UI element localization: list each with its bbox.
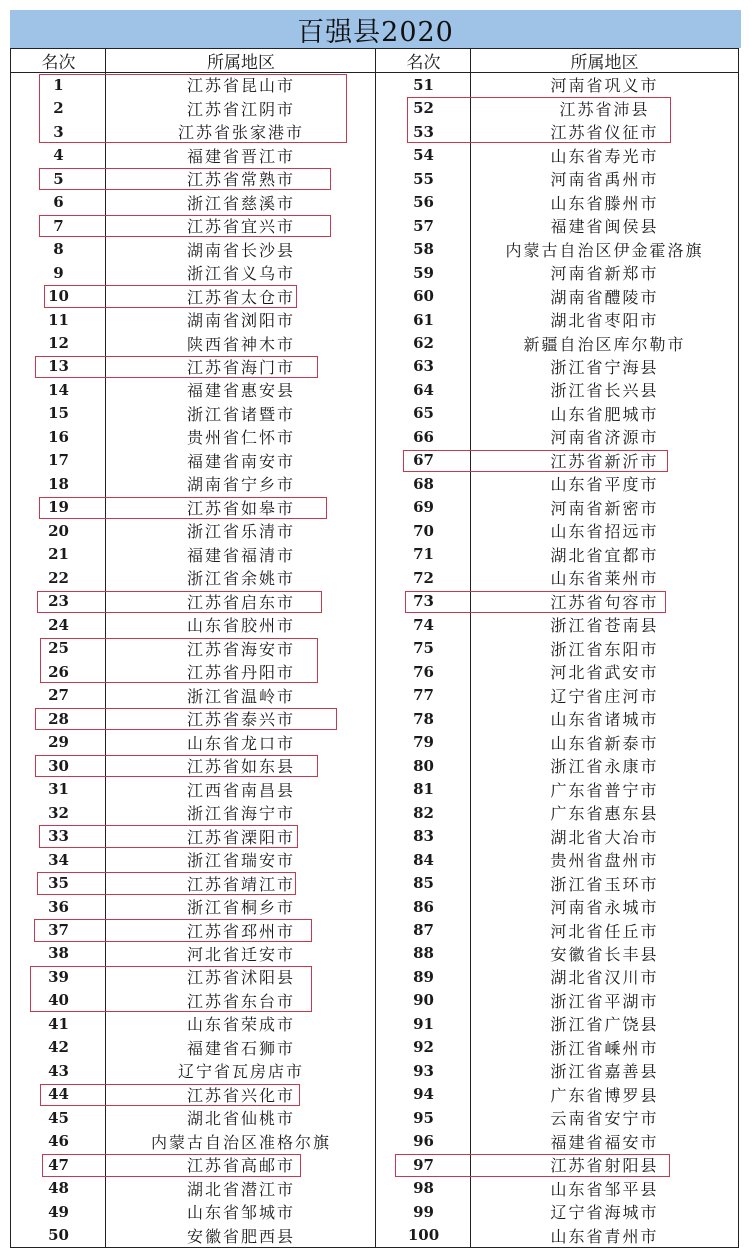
rank-cell: 63	[413, 357, 434, 376]
region-cell: 江苏省常熟市	[186, 170, 295, 190]
table-row	[11, 1106, 738, 1129]
rank-cell: 62	[413, 334, 434, 352]
header-right-region: 所属地区	[570, 53, 639, 73]
rank-cell: 51	[413, 75, 434, 94]
rank-cell: 56	[413, 193, 434, 212]
rank-cell: 43	[48, 1061, 69, 1080]
region-cell: 云南省安宁市	[550, 1109, 659, 1129]
region-cell: 山东省平度市	[550, 475, 659, 495]
region-cell: 江苏省宜兴市	[186, 217, 295, 237]
region-cell: 广东省博罗县	[550, 1085, 659, 1105]
rank-cell: 58	[413, 240, 434, 259]
rank-cell: 95	[413, 1108, 434, 1127]
region-cell: 陕西省神木市	[186, 334, 295, 354]
region-cell: 浙江省义乌市	[186, 264, 295, 284]
region-cell: 河南省巩义市	[550, 76, 659, 96]
region-cell: 江苏省高邮市	[186, 1156, 295, 1176]
region-cell: 广东省普宁市	[550, 780, 659, 800]
region-cell: 辽宁省庄河市	[550, 686, 659, 706]
table-row	[11, 1083, 738, 1106]
rank-cell: 14	[48, 380, 69, 399]
table-row	[11, 1224, 738, 1247]
region-cell: 湖南省浏阳市	[186, 311, 295, 331]
rank-cell: 64	[413, 380, 434, 399]
table-row	[11, 683, 738, 706]
region-cell: 河北省迁安市	[186, 944, 295, 964]
table-row	[11, 942, 738, 965]
rank-cell: 83	[413, 827, 434, 846]
rank-cell: 96	[413, 1132, 434, 1151]
table-row	[11, 261, 738, 284]
region-cell: 安徽省长丰县	[550, 944, 659, 964]
rank-cell: 38	[48, 944, 69, 963]
rank-cell: 100	[407, 1226, 440, 1245]
rank-cell: 57	[413, 216, 434, 235]
region-cell: 江苏省泰兴市	[186, 710, 295, 730]
rank-cell: 42	[48, 1038, 69, 1057]
region-cell: 浙江省乐清市	[186, 522, 295, 542]
region-cell: 福建省南安市	[186, 451, 295, 471]
table-row	[11, 1059, 738, 1082]
region-cell: 湖南省醴陵市	[550, 287, 659, 307]
region-cell: 江苏省新沂市	[550, 451, 659, 471]
region-cell: 江苏省东台市	[186, 991, 295, 1011]
region-cell: 山东省诸城市	[550, 710, 659, 730]
region-cell: 湖北省仙桃市	[186, 1109, 295, 1129]
rank-cell: 92	[413, 1038, 434, 1057]
rank-cell: 59	[413, 263, 434, 282]
region-cell: 贵州省仁怀市	[186, 428, 295, 448]
table-row	[11, 143, 738, 166]
region-cell: 湖南省长沙县	[186, 240, 295, 260]
rank-cell: 33	[48, 827, 69, 846]
rank-cell: 55	[413, 169, 434, 188]
rank-cell: 32	[48, 803, 69, 822]
region-cell: 浙江省嘉善县	[550, 1062, 659, 1082]
rank-cell: 73	[413, 592, 434, 611]
region-cell: 山东省肥城市	[550, 404, 659, 424]
rank-cell: 34	[48, 850, 69, 869]
rank-cell: 79	[413, 733, 434, 752]
table-row	[11, 730, 738, 753]
region-cell: 江苏省邳州市	[186, 921, 295, 941]
rank-cell: 82	[413, 803, 434, 822]
table-row	[11, 496, 738, 519]
rank-cell: 48	[48, 1179, 69, 1198]
table-row	[11, 1153, 738, 1176]
table-row	[11, 472, 738, 495]
region-cell: 河南省新郑市	[550, 264, 659, 284]
rank-cell: 40	[48, 991, 69, 1010]
table-row	[11, 120, 738, 143]
rank-cell: 17	[48, 451, 69, 470]
table-row	[11, 1177, 738, 1200]
rank-cell: 21	[48, 545, 69, 564]
rank-cell: 31	[48, 780, 69, 799]
table-row	[11, 355, 738, 378]
rank-cell: 94	[413, 1085, 434, 1104]
region-cell: 福建省石狮市	[186, 1038, 295, 1058]
region-cell: 福建省晋江市	[186, 146, 295, 166]
rank-cell: 22	[48, 568, 69, 587]
rank-cell: 1	[53, 75, 64, 94]
region-cell: 浙江省慈溪市	[186, 193, 295, 213]
rank-cell: 65	[413, 404, 434, 423]
rank-cell: 6	[53, 193, 64, 212]
rank-cell: 30	[48, 756, 69, 775]
table-row	[11, 801, 738, 824]
region-cell: 福建省惠安县	[186, 381, 295, 401]
region-cell: 河南省永城市	[550, 898, 659, 918]
region-cell: 内蒙古自治区准格尔旗	[150, 1132, 331, 1152]
table-title: 百强县2020	[10, 10, 741, 48]
ranking-table	[10, 48, 739, 1248]
rank-cell: 24	[48, 615, 69, 634]
table-row	[11, 73, 738, 96]
region-cell: 贵州省盘州市	[550, 851, 659, 871]
region-cell: 浙江省广饶县	[550, 1015, 659, 1035]
rank-cell: 61	[413, 310, 434, 329]
region-cell: 浙江省东阳市	[550, 639, 659, 659]
rank-cell: 2	[53, 99, 64, 118]
region-cell: 山东省胶州市	[186, 616, 295, 636]
region-cell: 江苏省海安市	[186, 639, 295, 659]
region-cell: 河南省济源市	[550, 428, 659, 448]
rank-cell: 8	[53, 240, 64, 259]
region-cell: 江苏省沭阳县	[186, 968, 295, 988]
rank-cell: 12	[48, 334, 69, 352]
region-cell: 浙江省桐乡市	[186, 898, 295, 918]
table-row	[11, 190, 738, 213]
rank-cell: 16	[48, 427, 69, 446]
rank-cell: 18	[48, 474, 69, 493]
rank-cell: 52	[413, 99, 434, 118]
rank-cell: 70	[413, 521, 434, 540]
rank-cell: 25	[48, 639, 69, 658]
region-cell: 湖北省汉川市	[550, 968, 659, 988]
header-left-rank: 名次	[41, 53, 76, 73]
region-cell: 浙江省瑞安市	[186, 851, 295, 871]
region-cell: 浙江省苍南县	[550, 616, 659, 636]
table-row	[11, 519, 738, 542]
region-cell: 山东省新泰市	[550, 733, 659, 753]
rank-cell: 28	[48, 709, 69, 728]
rank-cell: 69	[413, 498, 434, 517]
region-cell: 湖南省宁乡市	[186, 475, 295, 495]
region-cell: 河北省任丘市	[550, 921, 659, 941]
rank-cell: 44	[48, 1085, 69, 1104]
table-row	[11, 425, 738, 448]
region-cell: 山东省寿光市	[550, 146, 659, 166]
table-row	[11, 378, 738, 401]
region-cell: 江苏省兴化市	[186, 1085, 295, 1105]
region-cell: 河南省禹州市	[550, 170, 659, 190]
region-cell: 江苏省启东市	[186, 592, 295, 612]
region-cell: 河北省武安市	[550, 663, 659, 683]
table-row	[11, 895, 738, 918]
region-cell: 江苏省海门市	[186, 357, 295, 377]
region-cell: 浙江省诸暨市	[186, 404, 295, 424]
rank-cell: 99	[413, 1202, 434, 1221]
region-cell: 内蒙古自治区伊金霍洛旗	[505, 240, 704, 260]
table-row	[11, 965, 738, 988]
region-cell: 浙江省温岭市	[186, 686, 295, 706]
rank-cell: 3	[53, 122, 64, 141]
rank-cell: 47	[48, 1155, 69, 1174]
rank-cell: 75	[413, 639, 434, 658]
rank-cell: 98	[413, 1179, 434, 1198]
region-cell: 山东省莱州市	[550, 569, 659, 589]
rank-cell: 60	[413, 287, 434, 306]
rank-cell: 36	[48, 897, 69, 916]
table-row	[11, 1012, 738, 1035]
region-cell: 山东省荣成市	[186, 1015, 295, 1035]
rank-cell: 27	[48, 686, 69, 705]
rank-cell: 13	[48, 357, 69, 376]
region-cell: 湖北省宜都市	[550, 545, 659, 565]
table-row	[11, 331, 738, 354]
header-left-region: 所属地区	[207, 53, 275, 73]
rank-cell: 91	[413, 1014, 434, 1033]
rank-cell: 85	[413, 874, 434, 893]
table-row	[11, 402, 738, 425]
region-cell: 浙江省玉环市	[550, 874, 659, 894]
rank-cell: 46	[48, 1132, 69, 1151]
rank-cell: 76	[413, 662, 434, 681]
table-row	[11, 989, 738, 1012]
rank-cell: 72	[413, 568, 434, 587]
rank-cell: 45	[48, 1108, 69, 1127]
region-cell: 浙江省海宁市	[186, 804, 295, 824]
rank-cell: 54	[413, 146, 434, 165]
rank-cell: 97	[413, 1155, 434, 1174]
rank-cell: 84	[413, 850, 434, 869]
rank-cell: 5	[53, 169, 64, 188]
rank-cell: 10	[48, 287, 69, 306]
region-cell: 福建省闽侯县	[550, 217, 659, 237]
table-row	[11, 707, 738, 730]
header-right-rank: 名次	[406, 53, 441, 73]
region-cell: 湖北省枣阳市	[550, 311, 659, 331]
region-cell: 江苏省如东县	[186, 757, 295, 777]
rank-cell: 41	[48, 1014, 69, 1033]
region-cell: 江苏省张家港市	[177, 123, 304, 143]
region-cell: 江苏省昆山市	[186, 76, 295, 96]
region-cell: 湖北省大冶市	[550, 827, 659, 847]
table-row	[11, 167, 738, 190]
rank-cell: 66	[413, 427, 434, 446]
rank-cell: 23	[48, 592, 69, 611]
table-row	[11, 590, 738, 613]
rank-cell: 87	[413, 921, 434, 939]
region-cell: 江苏省射阳县	[550, 1156, 659, 1176]
region-cell: 浙江省永康市	[550, 757, 659, 777]
table-row	[11, 848, 738, 871]
rank-cell: 93	[413, 1061, 434, 1080]
rank-cell: 77	[413, 686, 434, 705]
rank-cell: 81	[413, 780, 434, 799]
region-cell: 江苏省靖江市	[186, 874, 295, 894]
rank-cell: 88	[413, 944, 434, 963]
rank-cell: 53	[413, 122, 434, 141]
region-cell: 江西省南昌县	[186, 780, 295, 800]
region-cell: 浙江省宁海县	[550, 357, 659, 377]
table-row	[11, 1200, 738, 1223]
rank-cell: 37	[48, 921, 69, 939]
table-row	[11, 637, 738, 660]
region-cell: 山东省青州市	[550, 1226, 659, 1246]
rank-cell: 20	[48, 521, 69, 540]
region-cell: 福建省福清市	[186, 545, 295, 565]
rank-cell: 49	[48, 1202, 69, 1221]
table-row	[11, 777, 738, 800]
table-row	[11, 566, 738, 589]
rank-cell: 78	[413, 709, 434, 728]
region-cell: 浙江省嵊州市	[550, 1038, 659, 1058]
table-row	[11, 754, 738, 777]
rank-cell: 39	[48, 967, 69, 986]
table-row	[11, 1130, 738, 1153]
region-cell: 江苏省句容市	[550, 592, 659, 612]
rank-cell: 90	[413, 991, 434, 1010]
region-cell: 河南省新密市	[550, 498, 659, 518]
rank-cell: 11	[48, 310, 69, 329]
table-row	[11, 308, 738, 331]
region-cell: 江苏省如皋市	[186, 498, 295, 518]
table-row	[11, 660, 738, 683]
rank-cell: 4	[53, 146, 64, 165]
region-cell: 山东省邹平县	[550, 1179, 659, 1199]
table-row	[11, 1036, 738, 1059]
region-cell: 新疆自治区库尔勒市	[523, 334, 686, 354]
rank-cell: 74	[413, 615, 434, 634]
rank-cell: 29	[48, 733, 69, 752]
region-cell: 山东省招远市	[550, 522, 659, 542]
table-row	[11, 918, 738, 941]
region-cell: 安徽省肥西县	[186, 1226, 295, 1246]
rank-cell: 89	[413, 967, 434, 986]
region-cell: 辽宁省瓦房店市	[177, 1062, 304, 1082]
region-cell: 江苏省溧阳市	[186, 827, 295, 847]
table-row	[11, 449, 738, 472]
rank-cell: 9	[53, 263, 64, 282]
rank-cell: 7	[53, 216, 64, 235]
rank-cell: 80	[413, 756, 434, 775]
region-cell: 福建省福安市	[550, 1132, 659, 1152]
table-row	[11, 237, 738, 260]
region-cell: 山东省滕州市	[550, 193, 659, 213]
rank-cell: 68	[413, 474, 434, 493]
rank-cell: 67	[413, 451, 434, 470]
rank-cell: 26	[48, 662, 69, 681]
table-body	[11, 73, 738, 1247]
region-cell: 江苏省太仓市	[186, 287, 295, 307]
table-row	[11, 613, 738, 636]
rank-cell: 86	[413, 897, 434, 916]
region-cell: 江苏省江阴市	[186, 99, 295, 119]
region-cell: 浙江省平湖市	[550, 991, 659, 1011]
region-cell: 浙江省长兴县	[550, 381, 659, 401]
region-cell: 山东省龙口市	[186, 733, 295, 753]
table-row	[11, 96, 738, 119]
region-cell: 江苏省丹阳市	[186, 663, 295, 683]
rank-cell: 50	[48, 1226, 69, 1245]
table-row	[11, 824, 738, 847]
region-cell: 山东省邹城市	[186, 1203, 295, 1223]
region-cell: 浙江省余姚市	[186, 569, 295, 589]
table-row	[11, 543, 738, 566]
table-row	[11, 871, 738, 894]
rank-cell: 35	[48, 874, 69, 893]
table-row	[11, 214, 738, 237]
region-cell: 广东省惠东县	[550, 804, 659, 824]
region-cell: 江苏省仪征市	[550, 123, 659, 143]
region-cell: 江苏省沛县	[559, 99, 650, 119]
region-cell: 湖北省潜江市	[186, 1179, 295, 1199]
table-row	[11, 284, 738, 307]
rank-cell: 71	[413, 545, 434, 564]
rank-cell: 19	[48, 498, 69, 517]
rank-cell: 15	[48, 404, 69, 423]
region-cell: 辽宁省海城市	[550, 1203, 659, 1223]
